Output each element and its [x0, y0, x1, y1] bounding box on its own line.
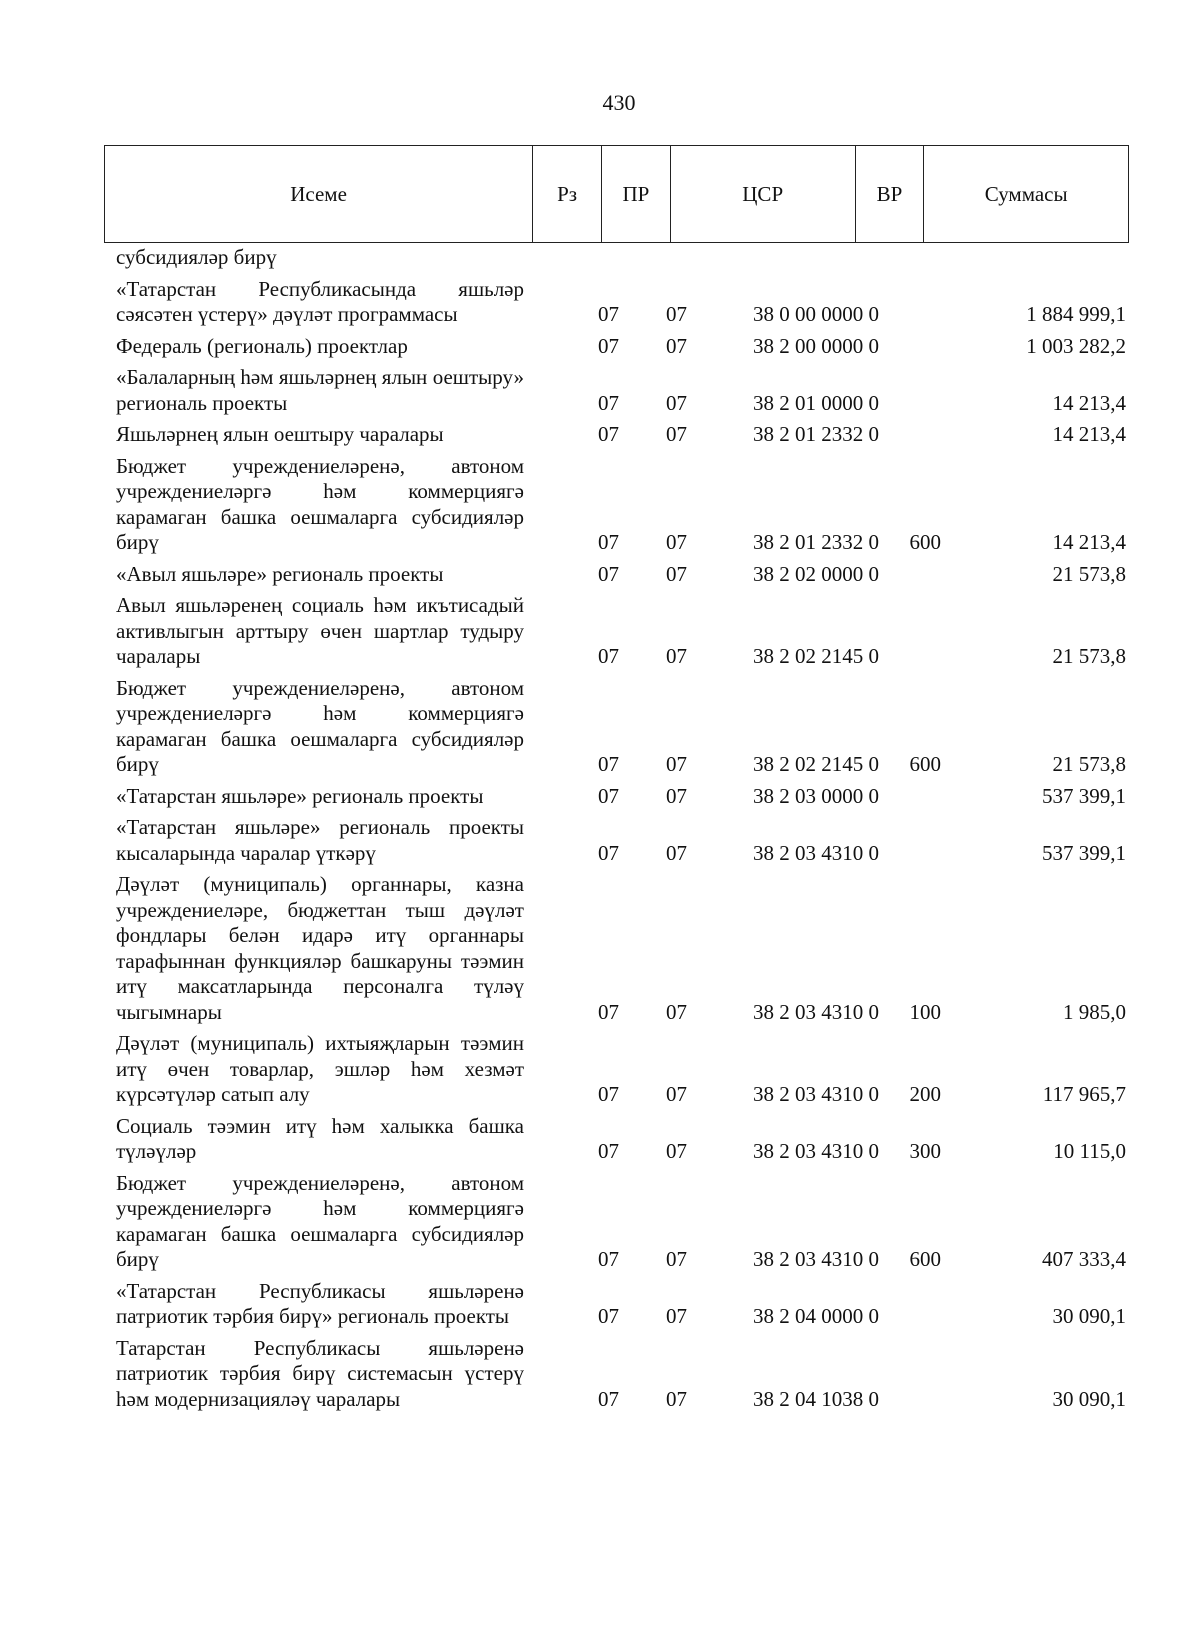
cell-name: Федераль (региональ) проектлар — [116, 333, 408, 358]
cell-csr: 38 2 02 0000 0 — [753, 561, 879, 586]
cell-pr: 07 — [666, 302, 687, 326]
cell-pr: 07 — [666, 1139, 687, 1163]
cell-name: «Татарстан яшьләре» региональ проекты — [116, 783, 484, 808]
cell-rz: 07 — [598, 390, 619, 415]
cell-rz: 07 — [598, 1304, 619, 1328]
cell-rz: 07 — [598, 1082, 619, 1106]
cell-name: «Татарстан яшьләре» региональ проекты кысаларында чаралар үткәрү — [116, 815, 524, 865]
cell-vr: 100 — [909, 999, 941, 1024]
cell-pr: 07 — [666, 644, 687, 668]
cell-pr: 07 — [666, 390, 687, 415]
cell-csr: 38 2 02 2145 0 — [753, 644, 879, 668]
page-number: 430 — [602, 90, 636, 115]
cell-sum: 14 213,4 — [1052, 530, 1126, 554]
cell-sum: 407 333,4 — [1042, 1247, 1126, 1271]
cell-name: Авыл яшьләренең социаль һәм икътисадый активлыгын арттыру өчен шартлар тудыру чаралары — [116, 593, 524, 668]
cell-rz: 07 — [598, 783, 619, 808]
cell-rz: 07 — [598, 422, 619, 446]
table-row — [116, 562, 1126, 588]
cell-sum: 21 573,8 — [1052, 752, 1126, 776]
cell-csr: 38 2 04 0000 0 — [753, 1304, 879, 1328]
cell-pr: 07 — [666, 530, 687, 554]
table-row — [116, 1031, 1126, 1108]
header-rz: Рз — [533, 146, 602, 242]
cell-rz: 07 — [598, 333, 619, 358]
header-vr: ВР — [856, 146, 925, 242]
cell-name: Бюджет учреждениеләренә, автоном учреждениеләргә һәм коммерциягә карамаган башка оешмаларга субсидияләр бирү — [116, 675, 524, 776]
cell-rz: 07 — [598, 561, 619, 586]
table-row — [116, 277, 1126, 328]
table-row — [116, 454, 1126, 556]
cell-name: «Татарстан Республикасы яшьләренә патриотик тәрбия бирү» региональ проекты — [116, 1278, 524, 1328]
cell-rz: 07 — [598, 302, 619, 326]
cell-pr: 07 — [666, 333, 687, 358]
cell-rz: 07 — [598, 530, 619, 554]
cell-pr: 07 — [666, 840, 687, 865]
table-row — [116, 872, 1126, 1025]
cell-sum: 537 399,1 — [1042, 783, 1126, 808]
table-row — [116, 245, 1126, 271]
table-row — [116, 1279, 1126, 1330]
cell-csr: 38 2 01 2332 0 — [753, 422, 879, 446]
header-sum: Суммасы — [984, 181, 1068, 206]
cell-name: Социаль тәэмин итү һәм халыкка башка түләүләр — [116, 1113, 524, 1163]
cell-sum: 21 573,8 — [1052, 561, 1126, 586]
cell-name: «Авыл яшьләре» региональ проекты — [116, 561, 444, 586]
cell-csr: 38 2 03 0000 0 — [753, 783, 879, 808]
cell-sum: 14 213,4 — [1052, 390, 1126, 415]
cell-rz: 07 — [598, 999, 619, 1024]
table-row — [116, 593, 1126, 670]
cell-csr: 38 2 00 0000 0 — [753, 333, 879, 358]
cell-pr: 07 — [666, 1082, 687, 1106]
cell-sum: 537 399,1 — [1042, 840, 1126, 865]
cell-csr: 38 2 02 2145 0 — [753, 752, 879, 776]
cell-pr: 07 — [666, 999, 687, 1024]
cell-pr: 07 — [666, 752, 687, 776]
header-csr: ЦСР — [671, 146, 856, 242]
cell-csr: 38 2 01 2332 0 — [753, 530, 879, 554]
table-body — [116, 245, 1126, 1418]
table-row — [116, 1336, 1126, 1413]
cell-pr: 07 — [666, 1386, 687, 1411]
cell-name: Дәүләт (муниципаль) ихтыяҗларын тәэмин итү өчен товарлар, эшләр һәм хезмәт күрсәтүләр сатып алу — [116, 1031, 524, 1106]
cell-vr: 600 — [909, 530, 941, 554]
table-row — [116, 334, 1126, 360]
cell-name: «Татарстан Республикасында яшьләр сәясәтен үстерү» дәүләт программасы — [116, 276, 524, 326]
cell-rz: 07 — [598, 1139, 619, 1163]
cell-name: субсидияләр бирү — [116, 245, 277, 269]
cell-csr: 38 2 04 1038 0 — [753, 1386, 879, 1411]
cell-sum: 117 965,7 — [1042, 1082, 1126, 1106]
cell-rz: 07 — [598, 840, 619, 865]
cell-rz: 07 — [598, 644, 619, 668]
cell-csr: 38 2 03 4310 0 — [753, 999, 879, 1024]
cell-pr: 07 — [666, 561, 687, 586]
cell-csr: 38 0 00 0000 0 — [753, 302, 879, 326]
table-row — [116, 815, 1126, 866]
cell-csr: 38 2 03 4310 0 — [753, 1139, 879, 1163]
cell-vr: 600 — [909, 752, 941, 776]
cell-sum: 14 213,4 — [1052, 422, 1126, 446]
table-row — [116, 422, 1126, 448]
cell-name: «Балаларның һәм яшьләрнең ялын оештыру» региональ проекты — [116, 365, 524, 415]
cell-pr: 07 — [666, 1304, 687, 1328]
cell-vr: 600 — [909, 1247, 941, 1271]
cell-csr: 38 2 03 4310 0 — [753, 1082, 879, 1106]
table-header — [104, 145, 1129, 243]
cell-sum: 21 573,8 — [1052, 644, 1126, 668]
cell-rz: 07 — [598, 1247, 619, 1271]
cell-sum: 1 985,0 — [1063, 999, 1126, 1024]
cell-sum: 30 090,1 — [1052, 1386, 1126, 1411]
header-name: Исеме — [105, 146, 533, 242]
table-row — [116, 365, 1126, 416]
cell-sum: 1 884 999,1 — [1026, 302, 1126, 326]
cell-vr: 300 — [909, 1139, 941, 1163]
cell-sum: 1 003 282,2 — [1026, 333, 1126, 358]
cell-csr: 38 2 03 4310 0 — [753, 840, 879, 865]
table-row — [116, 1171, 1126, 1273]
table-row — [116, 676, 1126, 778]
cell-csr: 38 2 03 4310 0 — [753, 1247, 879, 1271]
cell-name: Бюджет учреждениеләренә, автоном учреждениеләргә һәм коммерциягә карамаган башка оешмаларга субсидияләр бирү — [116, 1170, 524, 1271]
cell-rz: 07 — [598, 752, 619, 776]
cell-name: Яшьләрнең ялын оештыру чаралары — [116, 422, 444, 446]
cell-sum: 10 115,0 — [1053, 1139, 1126, 1163]
cell-rz: 07 — [598, 1386, 619, 1411]
cell-name: Дәүләт (муниципаль) органнары, казна учреждениеләре, бюджеттан тыш дәүләт фондлары белән идарә итү органнары тарафыннан функцияләр башкаруны тәэмин итү максатларында персоналга түләү чыгымнары — [116, 872, 524, 1024]
cell-name: Татарстан Республикасы яшьләренә патриотик тәрбия бирү системасын үстерү һәм модернизацияләү чаралары — [116, 1335, 524, 1411]
cell-vr: 200 — [909, 1082, 941, 1106]
table-row — [116, 1114, 1126, 1165]
cell-pr: 07 — [666, 783, 687, 808]
cell-sum: 30 090,1 — [1052, 1304, 1126, 1328]
cell-pr: 07 — [666, 422, 687, 446]
cell-csr: 38 2 01 0000 0 — [753, 390, 879, 415]
cell-name: Бюджет учреждениеләренә, автоном учреждениеләргә һәм коммерциягә карамаган башка оешмаларга субсидияләр бирү — [116, 453, 524, 554]
header-pr: ПР — [602, 146, 671, 242]
table-row — [116, 784, 1126, 810]
cell-pr: 07 — [666, 1247, 687, 1271]
